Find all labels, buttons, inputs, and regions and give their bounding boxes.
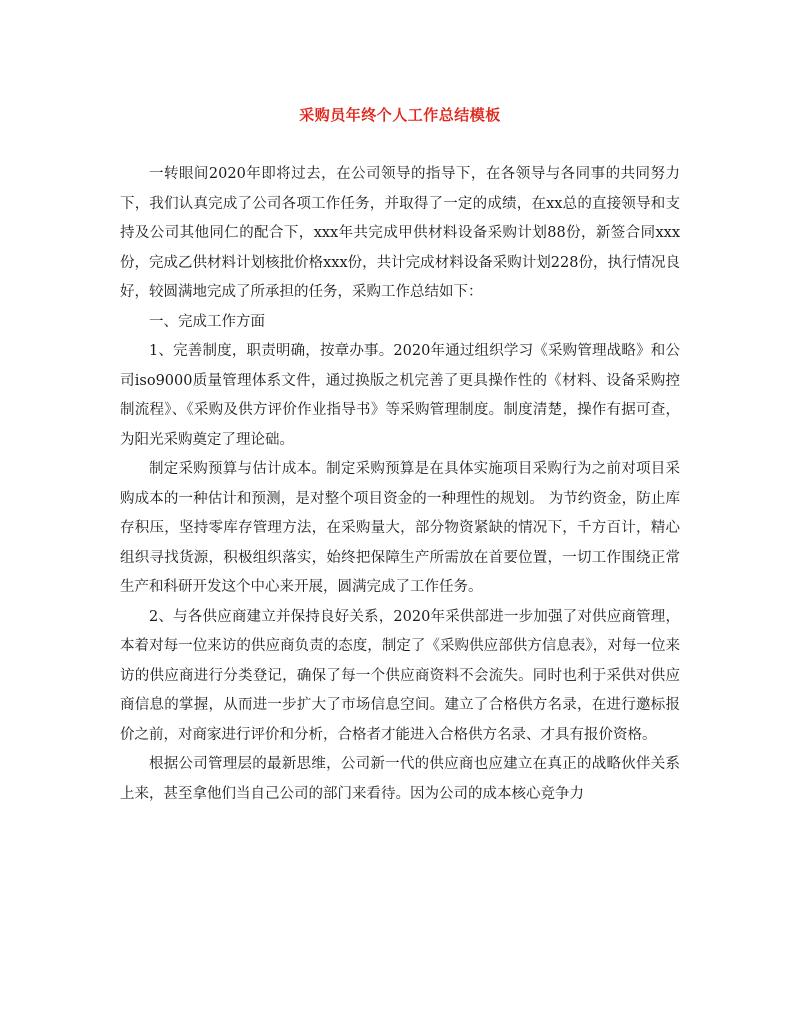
document-title: 采购员年终个人工作总结模板 — [299, 106, 501, 124]
paragraph-intro: 一转眼间2020年即将过去，在公司领导的指导下，在各领导与各同事的共同努力下，我们认真完成了公司各项工作任务，并取得了一定的成绩，在xx总的直接领导和支持及公司其他同仁的配合下，xxx年共完成甲供材料设备采购计划88份，新签合同xxx份，完成乙供材料计划核批价格xxx份，共计完成材料设备采购计划228份，执行情况良好，较圆满地完成了所承担的任务，采购工作总结如下： — [120, 166, 680, 300]
paragraph-supplier-relations: 2、与各供应商建立并保持良好关系，2020年采供部进一步加强了对供应商管理，本着对每一位来访的供应商负责的态度，制定了《采购供应部供方信息表》，对每一位来访的供应商进行分类登记，确保了每一个供应商资料不会流失。同时也利于采供对供应商信息的掌握，从而进一步扩大了市场信息空间。建立了合格供方名录，在进行邀标报价之前，对商家进行评价和分析，合格者才能进入合格供方名录、才具有报价资格。 — [120, 608, 680, 743]
section-heading-completed-work: 一、完成工作方面 — [149, 313, 265, 330]
paragraph-budget-estimation: 制定采购预算与估计成本。制定采购预算是在具体实施项目采购行为之前对项目采购成本的一种估计和预测，是对整个项目资金的一种理性的规划。 为节约资金，防止库存积压，坚持零库存管理方法，在采购量大，部分物资紧缺的情况下，千方百计，精心组织寻找货源，积极组织落实，始终把保障生产所需放在首要位置，一切工作围绕正常生产和科研开发这个中心来开展，圆满完成了工作任务。 — [120, 461, 680, 595]
paragraph-strategic-partnership: 根据公司管理层的最新思维，公司新一代的供应商也应建立在真正的战略伙伴关系上来，甚至拿他们当自己公司的部门来看待。因为公司的成本核心竞争力 — [120, 756, 680, 802]
paragraph-system-improvement: 1、完善制度，职责明确，按章办事。2020年通过组织学习《采购管理战略》和公司iso9000质量管理体系文件，通过换版之机完善了更具操作性的《材料、设备采购控制流程》、《采购及供方评价作业指导书》等采购管理制度。制度清楚，操作有据可查，为阳光采购奠定了理论础。 — [120, 343, 680, 448]
document-body — [120, 160, 680, 809]
